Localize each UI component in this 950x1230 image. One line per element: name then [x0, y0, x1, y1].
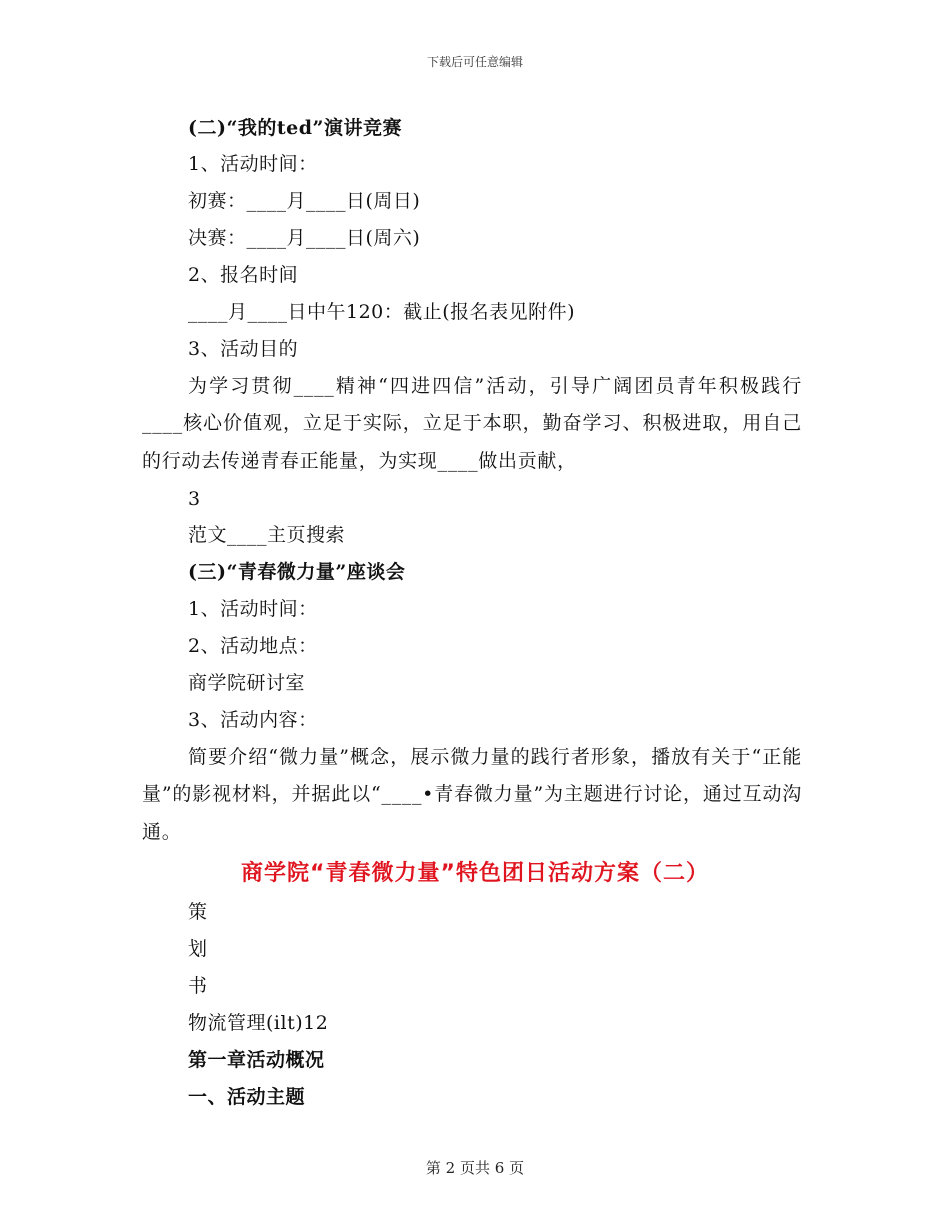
s2-purpose-paragraph: 为学习贯彻____精神“四进四信”活动，引导广阔团员青年积极践行____核心价值观，立足于实际，立足于本职，勤奋学习、积极进取，用自己的行动去传递青春正能量，为实现____做出贡献， [142, 375, 802, 472]
char-shu: 书 [188, 975, 208, 997]
section-2-title: (二)“我的ted”演讲竞赛 [188, 117, 402, 139]
s3-place-label: 2、活动地点： [188, 635, 318, 657]
logistics-class: 物流管理(ilt)12 [188, 1012, 329, 1034]
section-3-title: (三)“青春微力量”座谈会 [188, 561, 406, 583]
s3-content-paragraph: 简要介绍“微力量”概念，展示微力量的践行者形象，播放有关于“正能量”的影视材料，并据此以“____•青春微力量”为主题进行讨论，通过互动沟通。 [142, 746, 802, 843]
char-ce: 策 [188, 901, 208, 923]
s2-purpose-label: 3、活动目的 [188, 338, 299, 360]
s2-final-date: 决赛：____月____日(周六) [188, 227, 421, 249]
s3-content-label: 3、活动内容： [188, 709, 318, 731]
s2-time-label: 1、活动时间： [188, 153, 318, 175]
s2-prelim-date: 初赛：____月____日(周日) [188, 190, 421, 212]
page-footer: 第 2 页共 6 页 [425, 1159, 525, 1177]
s3-place: 商学院研讨室 [188, 672, 306, 694]
activity-theme-heading: 一、活动主题 [188, 1086, 306, 1108]
chapter-1-title: 第一章活动概况 [188, 1049, 325, 1071]
main-red-heading: 商学院“青春微力量”特色团日活动方案（二） [241, 861, 709, 886]
number-3: 3 [188, 488, 201, 510]
s2-signup-label: 2、报名时间 [188, 264, 299, 286]
page-header: 下载后可任意编辑 [426, 55, 523, 69]
s2-signup-deadline: ____月____日中午120：截止(报名表见附件) [188, 301, 576, 323]
s3-time-label: 1、活动时间： [188, 598, 318, 620]
char-hua: 划 [188, 938, 208, 960]
sample-search-text: 范文____主页搜索 [188, 524, 346, 546]
